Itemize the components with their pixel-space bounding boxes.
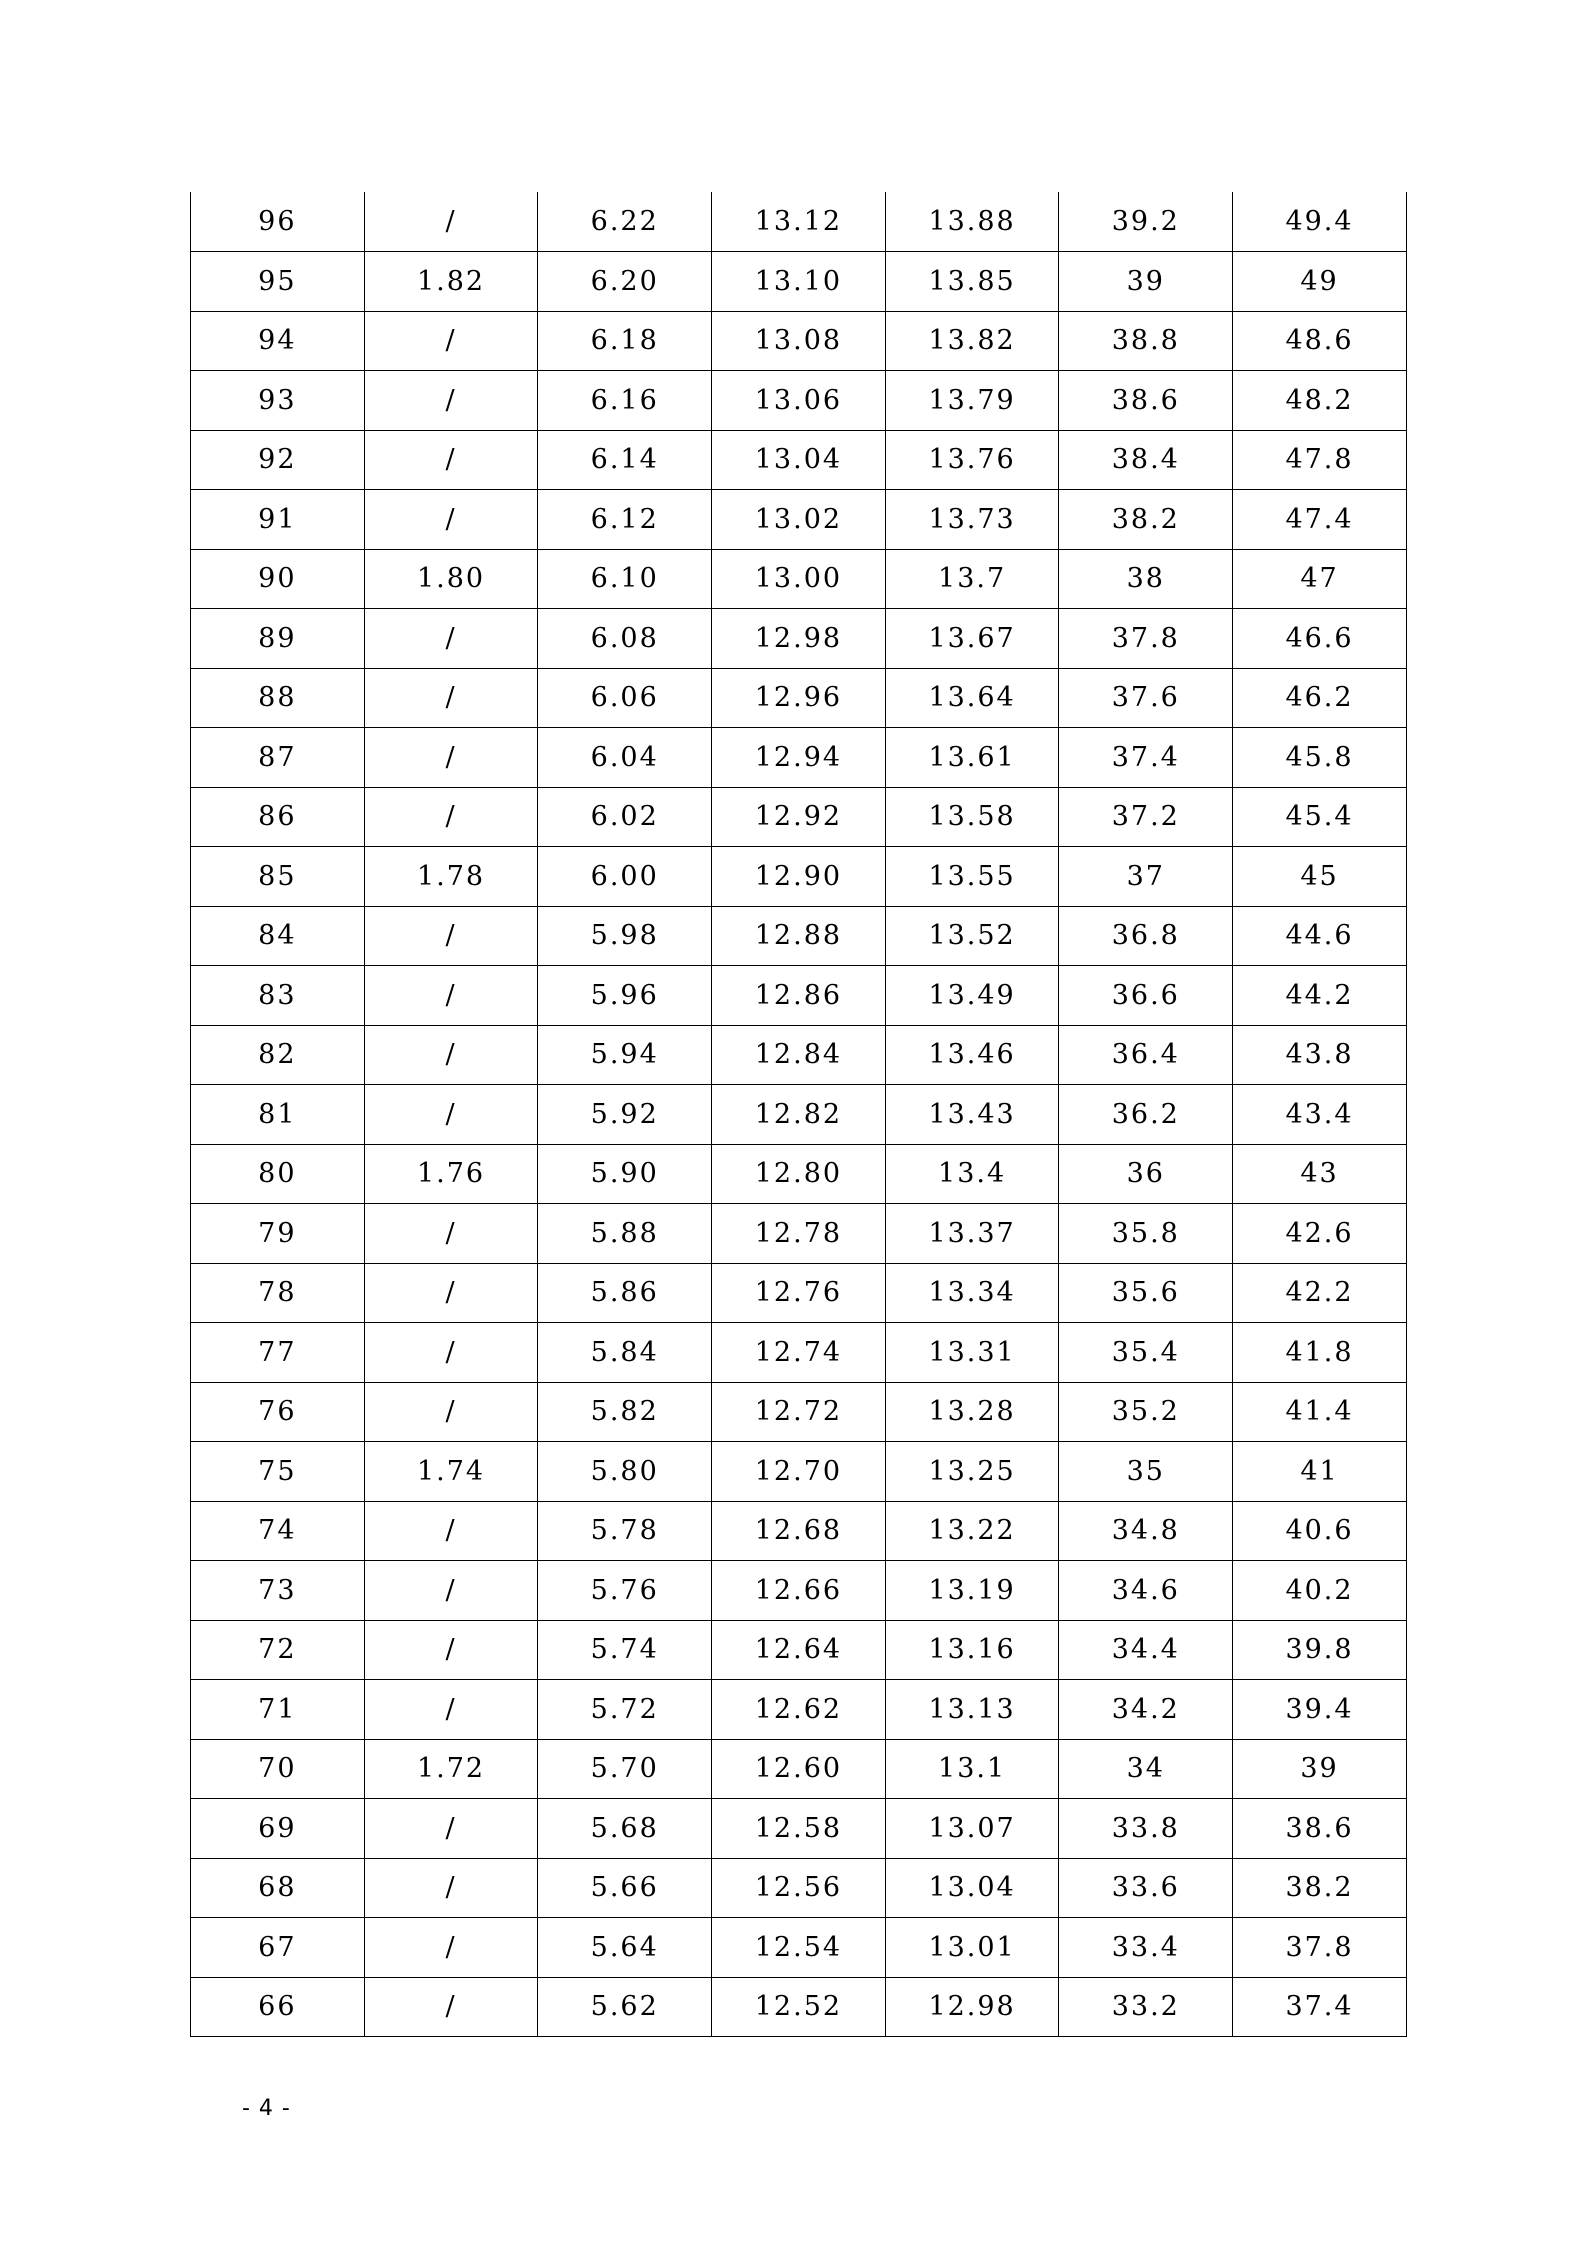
table-cell: 46.2	[1233, 668, 1407, 728]
table-row	[191, 1263, 1407, 1323]
table-row	[191, 371, 1407, 431]
table-row	[191, 549, 1407, 609]
table-cell: 13.55	[885, 847, 1059, 907]
table-cell: 13.13	[885, 1680, 1059, 1740]
table-row	[191, 1382, 1407, 1442]
table-cell: 13.61	[885, 728, 1059, 788]
table-cell: 45.8	[1233, 728, 1407, 788]
table-cell: 13.08	[712, 311, 886, 371]
page-number: - 4 -	[242, 2096, 291, 2121]
table-cell: 6.10	[538, 549, 712, 609]
table-cell: 5.70	[538, 1739, 712, 1799]
table-row	[191, 1918, 1407, 1978]
table-cell: 12.54	[712, 1918, 886, 1978]
table-cell: 94	[191, 311, 365, 371]
table-cell: 12.98	[712, 609, 886, 669]
table-cell: 12.86	[712, 966, 886, 1026]
table-cell: 37.8	[1233, 1918, 1407, 1978]
table-cell: 49	[1233, 252, 1407, 312]
table-cell: 12.68	[712, 1501, 886, 1561]
table-cell: 67	[191, 1918, 365, 1978]
table-cell: 13.00	[712, 549, 886, 609]
table-cell: 13.76	[885, 430, 1059, 490]
table-cell: 12.70	[712, 1442, 886, 1502]
table-cell: 12.78	[712, 1204, 886, 1264]
table-cell: 13.82	[885, 311, 1059, 371]
table-row	[191, 906, 1407, 966]
table-cell: 37.2	[1059, 787, 1233, 847]
table-cell: 12.82	[712, 1085, 886, 1145]
table-cell: /	[364, 1025, 538, 1085]
table-cell: 74	[191, 1501, 365, 1561]
table-cell: 1.80	[364, 549, 538, 609]
table-cell: 39	[1059, 252, 1233, 312]
table-cell: 36.8	[1059, 906, 1233, 966]
table-cell: /	[364, 311, 538, 371]
table-cell: 5.90	[538, 1144, 712, 1204]
table-cell: /	[364, 609, 538, 669]
table-row	[191, 966, 1407, 1026]
table-row	[191, 1620, 1407, 1680]
table-cell: 12.52	[712, 1977, 886, 2037]
table-row	[191, 1442, 1407, 1502]
table-cell: 13.46	[885, 1025, 1059, 1085]
table-cell: 37.8	[1059, 609, 1233, 669]
table-cell: 39.8	[1233, 1620, 1407, 1680]
table-cell: 1.76	[364, 1144, 538, 1204]
table-cell: 40.6	[1233, 1501, 1407, 1561]
table-cell: 35.8	[1059, 1204, 1233, 1264]
table-cell: 12.64	[712, 1620, 886, 1680]
table-row	[191, 1501, 1407, 1561]
table-cell: 5.76	[538, 1561, 712, 1621]
table-cell: 33.8	[1059, 1799, 1233, 1859]
table-row	[191, 311, 1407, 371]
table-cell: 96	[191, 192, 365, 252]
table-row	[191, 1799, 1407, 1859]
table-cell: /	[364, 728, 538, 788]
table-row	[191, 1025, 1407, 1085]
table-row	[191, 252, 1407, 312]
table-cell: 13.64	[885, 668, 1059, 728]
table-row	[191, 1561, 1407, 1621]
table-row	[191, 847, 1407, 907]
table-cell: 49.4	[1233, 192, 1407, 252]
table-cell: /	[364, 1918, 538, 1978]
table-cell: 41	[1233, 1442, 1407, 1502]
table-cell: 38.2	[1233, 1858, 1407, 1918]
table-cell: 13.58	[885, 787, 1059, 847]
table-cell: 5.78	[538, 1501, 712, 1561]
table-cell: 86	[191, 787, 365, 847]
table-cell: 13.79	[885, 371, 1059, 431]
table-cell: 75	[191, 1442, 365, 1502]
table-cell: 12.80	[712, 1144, 886, 1204]
table-cell: 5.86	[538, 1263, 712, 1323]
table-row	[191, 1977, 1407, 2037]
table-row	[191, 1739, 1407, 1799]
table-cell: /	[364, 371, 538, 431]
table-cell: /	[364, 490, 538, 550]
table-cell: 85	[191, 847, 365, 907]
table-cell: 13.22	[885, 1501, 1059, 1561]
table-cell: 12.96	[712, 668, 886, 728]
table-cell: 34.2	[1059, 1680, 1233, 1740]
table-row	[191, 609, 1407, 669]
table-cell: 83	[191, 966, 365, 1026]
table-cell: 13.06	[712, 371, 886, 431]
table-cell: 48.6	[1233, 311, 1407, 371]
table-cell: 13.16	[885, 1620, 1059, 1680]
table-cell: 5.64	[538, 1918, 712, 1978]
table-cell: /	[364, 906, 538, 966]
table-cell: /	[364, 1085, 538, 1145]
table-cell: 12.60	[712, 1739, 886, 1799]
table-cell: 42.2	[1233, 1263, 1407, 1323]
table-cell: /	[364, 1620, 538, 1680]
table-cell: 35.4	[1059, 1323, 1233, 1383]
table-cell: 13.88	[885, 192, 1059, 252]
table-cell: 77	[191, 1323, 365, 1383]
table-cell: 13.49	[885, 966, 1059, 1026]
table-row	[191, 668, 1407, 728]
table-cell: 34	[1059, 1739, 1233, 1799]
table-cell: /	[364, 1204, 538, 1264]
table-cell: 12.72	[712, 1382, 886, 1442]
table-cell: 70	[191, 1739, 365, 1799]
table-row	[191, 1144, 1407, 1204]
table-cell: 5.98	[538, 906, 712, 966]
table-cell: 82	[191, 1025, 365, 1085]
table-cell: /	[364, 1799, 538, 1859]
table-cell: 13.37	[885, 1204, 1059, 1264]
table-cell: 12.98	[885, 1977, 1059, 2037]
table-cell: 6.18	[538, 311, 712, 371]
table-cell: 43.8	[1233, 1025, 1407, 1085]
table-row	[191, 490, 1407, 550]
table-body	[191, 192, 1407, 2037]
table-cell: /	[364, 668, 538, 728]
table-cell: 81	[191, 1085, 365, 1145]
table-cell: 13.25	[885, 1442, 1059, 1502]
table-cell: /	[364, 1977, 538, 2037]
table-cell: 48.2	[1233, 371, 1407, 431]
table-cell: 47.4	[1233, 490, 1407, 550]
table-cell: 69	[191, 1799, 365, 1859]
score-table	[190, 192, 1407, 2037]
table-row	[191, 787, 1407, 847]
table-cell: 91	[191, 490, 365, 550]
table-cell: 47.8	[1233, 430, 1407, 490]
table-cell: 36	[1059, 1144, 1233, 1204]
table-cell: 44.6	[1233, 906, 1407, 966]
table-cell: 6.04	[538, 728, 712, 788]
table-cell: 5.74	[538, 1620, 712, 1680]
table-cell: 5.94	[538, 1025, 712, 1085]
table-cell: 6.12	[538, 490, 712, 550]
table-cell: 84	[191, 906, 365, 966]
table-cell: 13.04	[885, 1858, 1059, 1918]
table-row	[191, 1680, 1407, 1740]
table-cell: 66	[191, 1977, 365, 2037]
table-cell: 45	[1233, 847, 1407, 907]
table-cell: 1.78	[364, 847, 538, 907]
table-cell: 13.19	[885, 1561, 1059, 1621]
table-cell: 89	[191, 609, 365, 669]
table-cell: 13.31	[885, 1323, 1059, 1383]
table-cell: 12.88	[712, 906, 886, 966]
table-cell: 37.4	[1059, 728, 1233, 788]
table-cell: 80	[191, 1144, 365, 1204]
table-cell: 46.6	[1233, 609, 1407, 669]
table-cell: 87	[191, 728, 365, 788]
table-cell: 13.52	[885, 906, 1059, 966]
table-cell: /	[364, 1323, 538, 1383]
table-cell: 34.6	[1059, 1561, 1233, 1621]
table-cell: 12.66	[712, 1561, 886, 1621]
table-cell: 12.84	[712, 1025, 886, 1085]
table-cell: 39	[1233, 1739, 1407, 1799]
table-cell: 36.6	[1059, 966, 1233, 1026]
table-cell: 68	[191, 1858, 365, 1918]
table-cell: /	[364, 1680, 538, 1740]
table-row	[191, 192, 1407, 252]
table-row	[191, 1858, 1407, 1918]
table-row	[191, 1085, 1407, 1145]
table-cell: 33.2	[1059, 1977, 1233, 2037]
table-cell: 93	[191, 371, 365, 431]
table-cell: /	[364, 192, 538, 252]
table-cell: 13.73	[885, 490, 1059, 550]
table-row	[191, 1323, 1407, 1383]
table-cell: 13.67	[885, 609, 1059, 669]
table-cell: 1.82	[364, 252, 538, 312]
table-cell: 5.68	[538, 1799, 712, 1859]
table-cell: 13.10	[712, 252, 886, 312]
table-cell: 73	[191, 1561, 365, 1621]
table-cell: 41.8	[1233, 1323, 1407, 1383]
table-cell: 39.4	[1233, 1680, 1407, 1740]
table-cell: 42.6	[1233, 1204, 1407, 1264]
table-cell: 5.88	[538, 1204, 712, 1264]
table-cell: 38.6	[1233, 1799, 1407, 1859]
table-cell: 6.22	[538, 192, 712, 252]
table-row	[191, 728, 1407, 788]
table-cell: 13.7	[885, 549, 1059, 609]
table-cell: 5.72	[538, 1680, 712, 1740]
table-cell: 13.02	[712, 490, 886, 550]
table-cell: 45.4	[1233, 787, 1407, 847]
table-cell: 36.4	[1059, 1025, 1233, 1085]
table-cell: 72	[191, 1620, 365, 1680]
table-cell: 6.06	[538, 668, 712, 728]
table-cell: 76	[191, 1382, 365, 1442]
table-cell: 88	[191, 668, 365, 728]
table-cell: 33.4	[1059, 1918, 1233, 1978]
table-cell: 13.07	[885, 1799, 1059, 1859]
table-row	[191, 430, 1407, 490]
table-cell: /	[364, 787, 538, 847]
table-cell: 13.1	[885, 1739, 1059, 1799]
table-cell: 12.56	[712, 1858, 886, 1918]
table-cell: 13.01	[885, 1918, 1059, 1978]
table-cell: 6.16	[538, 371, 712, 431]
table-cell: 47	[1233, 549, 1407, 609]
table-cell: 40.2	[1233, 1561, 1407, 1621]
table-cell: 38.6	[1059, 371, 1233, 431]
table-cell: 12.92	[712, 787, 886, 847]
table-cell: 43	[1233, 1144, 1407, 1204]
table-cell: 92	[191, 430, 365, 490]
table-cell: 6.14	[538, 430, 712, 490]
table-cell: 12.90	[712, 847, 886, 907]
table-cell: 12.58	[712, 1799, 886, 1859]
table-cell: 43.4	[1233, 1085, 1407, 1145]
table-cell: 12.62	[712, 1680, 886, 1740]
table-cell: /	[364, 1501, 538, 1561]
table-cell: 12.74	[712, 1323, 886, 1383]
table-cell: 38	[1059, 549, 1233, 609]
table-cell: 41.4	[1233, 1382, 1407, 1442]
table-cell: 90	[191, 549, 365, 609]
table-row	[191, 1204, 1407, 1264]
table-cell: 38.4	[1059, 430, 1233, 490]
table-cell: 37.6	[1059, 668, 1233, 728]
table-cell: 39.2	[1059, 192, 1233, 252]
table-cell: 95	[191, 252, 365, 312]
table-cell: 35	[1059, 1442, 1233, 1502]
table-cell: 5.92	[538, 1085, 712, 1145]
table-cell: 78	[191, 1263, 365, 1323]
table-cell: 1.72	[364, 1739, 538, 1799]
table-cell: 5.82	[538, 1382, 712, 1442]
table-cell: 6.02	[538, 787, 712, 847]
table-cell: 6.08	[538, 609, 712, 669]
table-cell: 35.6	[1059, 1263, 1233, 1323]
table-cell: 5.84	[538, 1323, 712, 1383]
table-cell: 38.8	[1059, 311, 1233, 371]
table-cell: /	[364, 966, 538, 1026]
table-cell: 33.6	[1059, 1858, 1233, 1918]
table-cell: 13.43	[885, 1085, 1059, 1145]
table-cell: 12.94	[712, 728, 886, 788]
table-cell: 44.2	[1233, 966, 1407, 1026]
table-cell: 5.80	[538, 1442, 712, 1502]
table-cell: 5.96	[538, 966, 712, 1026]
table-cell: 71	[191, 1680, 365, 1740]
table-cell: 79	[191, 1204, 365, 1264]
table-cell: /	[364, 430, 538, 490]
table-cell: 36.2	[1059, 1085, 1233, 1145]
table-cell: 35.2	[1059, 1382, 1233, 1442]
table-cell: 6.20	[538, 252, 712, 312]
table-cell: 13.4	[885, 1144, 1059, 1204]
table-cell: 12.76	[712, 1263, 886, 1323]
table-cell: 34.4	[1059, 1620, 1233, 1680]
table-cell: 13.34	[885, 1263, 1059, 1323]
table-cell: /	[364, 1561, 538, 1621]
table-cell: /	[364, 1263, 538, 1323]
table-cell: 1.74	[364, 1442, 538, 1502]
table-cell: 6.00	[538, 847, 712, 907]
table-cell: /	[364, 1382, 538, 1442]
table-cell: 13.04	[712, 430, 886, 490]
table-cell: 5.66	[538, 1858, 712, 1918]
table-cell: 34.8	[1059, 1501, 1233, 1561]
table-cell: 13.28	[885, 1382, 1059, 1442]
table-cell: /	[364, 1858, 538, 1918]
table-cell: 13.85	[885, 252, 1059, 312]
table-cell: 37	[1059, 847, 1233, 907]
table-cell: 38.2	[1059, 490, 1233, 550]
table-cell: 13.12	[712, 192, 886, 252]
table-cell: 5.62	[538, 1977, 712, 2037]
table-cell: 37.4	[1233, 1977, 1407, 2037]
